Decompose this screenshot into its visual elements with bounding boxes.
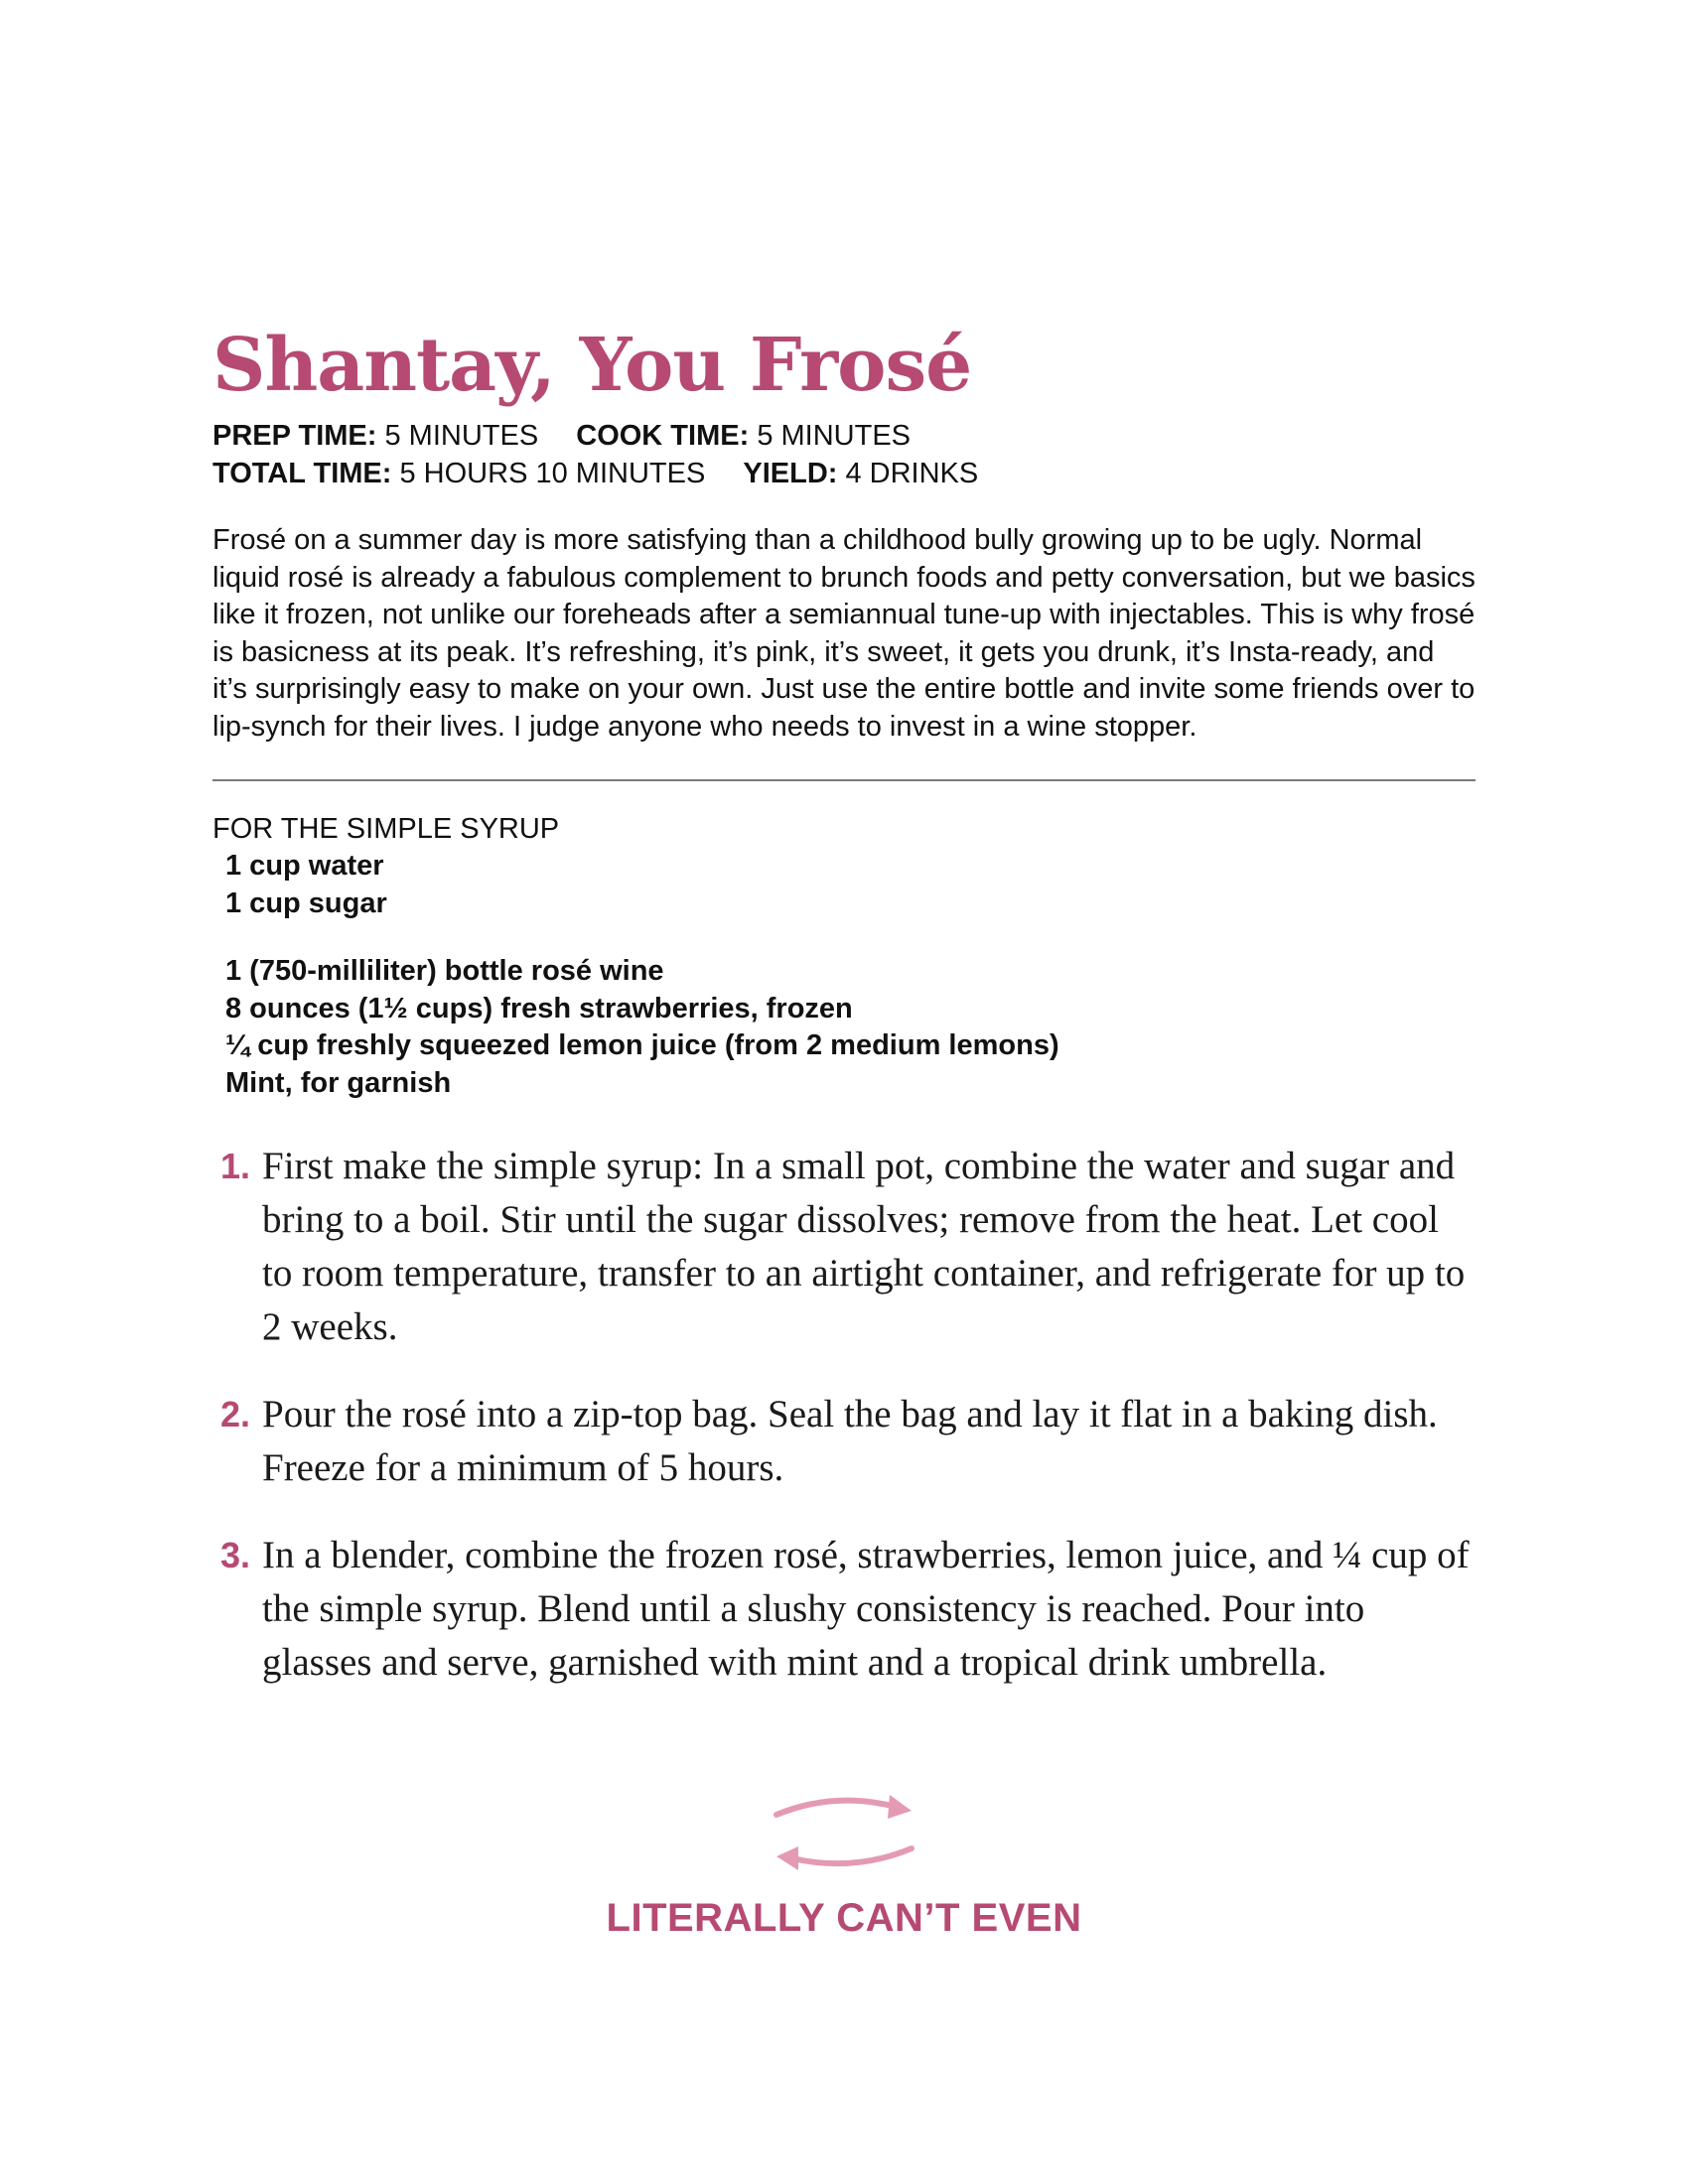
syrup-ingredient-list [212,848,1476,922]
step-number: 2. [220,1394,251,1434]
recipe-meta [212,417,1384,492]
step-number: 1. [220,1146,251,1186]
ingredient-item: ¼ cup freshly squeezed lemon juice (from 2 medium lemons) [225,1029,1059,1061]
recipe-intro: Frosé on a summer day is more satisfying than a childhood bully growing up to be ugly. Normal liquid rosé is already a fabulous complement to brunch foods and petty conversation, but we basics like it frozen, not unlike our foreheads after a semiannual tune-up with injectables. This is why frosé is basicness at its peak. It’s refreshing, it’s pink, it’s sweet, it gets you drunk, it’s Insta-ready, and it’s surprisingly easy to make on your own. Just use the entire bottle and invite some friends over to lip-synch for their lives. I judge anyone who needs to invest in a wine stopper. [212,524,1476,743]
total-time-label: TOTAL TIME: [212,458,392,489]
step-number: 3. [220,1535,251,1575]
total-time-value: 5 HOURS 10 MINUTES [399,458,706,489]
prep-time-value: 5 MINUTES [384,420,539,452]
prep-time [212,420,538,452]
yield [743,458,978,489]
ingredient-item: 1 cup water [225,850,384,882]
step-text: Pour the rosé into a zip-top bag. Seal the bag and lay it flat in a baking dish. Freeze for a minimum of 5 hours. [262,1393,1438,1489]
yield-label: YIELD: [743,458,838,489]
prep-time-label: PREP TIME: [212,420,377,452]
step-item [212,1529,1476,1690]
badge [0,1787,1688,1941]
badge-label: LITERALLY CAN’T EVEN [606,1896,1082,1940]
ingredient-item: 8 ounces (1½ cups) fresh strawberries, frozen [225,992,853,1024]
cook-time-value: 5 MINUTES [757,420,911,452]
step-text: First make the simple syrup: In a small pot, combine the water and sugar and bring to a boil. Stir until the sugar dissolves; remove from the heat. Let cool to room temperature, transfer to an airtight container, and refrigerate for up to 2 weeks. [262,1145,1466,1348]
recipe-title: Shantay, You Frosé [212,323,972,408]
step-text: In a blender, combine the frozen rosé, strawberries, lemon juice, and ¼ cup of the simple syrup. Blend until a slushy consistency is reached. Pour into glasses and serve, garnished with mint and a tropical drink umbrella. [262,1534,1470,1684]
syrup-heading: FOR THE SIMPLE SYRUP [212,813,560,845]
yield-value: 4 DRINKS [845,458,979,489]
cook-time [576,420,911,452]
recipe-page [212,324,1476,1723]
cook-time-label: COOK TIME: [576,420,750,452]
ingredient-item: 1 (750-milliliter) bottle rosé wine [225,955,664,987]
main-ingredient-list [212,953,1476,1102]
step-item [212,1388,1476,1495]
step-item [212,1140,1476,1354]
cycle-arrows-icon [765,1787,923,1886]
steps-list [212,1140,1476,1690]
total-time [212,458,705,489]
divider [212,779,1476,781]
ingredient-item: Mint, for garnish [225,1066,452,1099]
ingredient-item: 1 cup sugar [225,887,387,919]
